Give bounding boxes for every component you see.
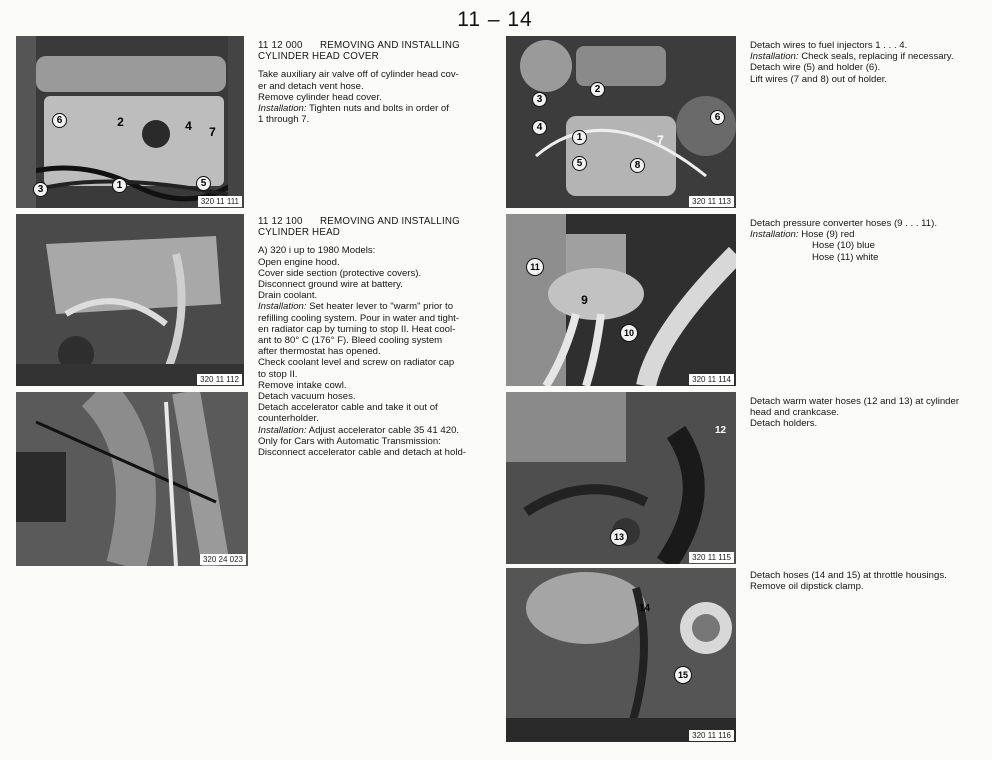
- installation-label: Installation:: [258, 103, 307, 115]
- photo-warm-water-hoses: [506, 392, 736, 564]
- installation-label: Installation:: [750, 229, 799, 241]
- figure-number: 320 11 111: [198, 196, 242, 207]
- figure-number: 320 11 113: [689, 196, 734, 207]
- callout-1: 1: [572, 130, 587, 145]
- photo-cylinder-head-cover: [16, 36, 244, 208]
- text-line: to stop II.: [258, 368, 298, 380]
- installation-text: Set heater lever to "warm" prior to: [306, 301, 454, 313]
- callout-14: 14: [638, 603, 651, 614]
- text-line: Detach pressure converter hoses (9 . . . 11).: [750, 218, 937, 229]
- figure-number: 320 11 114: [689, 374, 734, 385]
- section-title-line2: CYLINDER HEAD: [258, 227, 341, 239]
- text-line: er and detach vent hose.: [258, 80, 364, 92]
- text-line: Take auxiliary air valve off of cylinder head cov-: [258, 69, 459, 81]
- text-line: ant to 80° C (176° F). Bleed cooling system: [258, 335, 443, 347]
- figure-number: 320 11 115: [689, 552, 734, 563]
- text-line: head and crankcase.: [750, 407, 840, 419]
- text-line: Only for Cars with Automatic Transmission:: [258, 435, 441, 447]
- photo-cylinder-head: [16, 214, 244, 386]
- text-line: Disconnect ground wire at battery.: [258, 279, 403, 291]
- text-line: Check coolant level and screw on radiator cap: [258, 357, 455, 369]
- callout-13: 13: [610, 528, 628, 546]
- figure-number: 320 24 023: [200, 554, 246, 565]
- text-line: Detach holders.: [750, 418, 818, 430]
- callout-6: 6: [710, 110, 725, 125]
- photo-fuel-injectors: [506, 36, 736, 208]
- text-line: after thermostat has opened.: [258, 346, 381, 358]
- text-line: Detach vacuum hoses.: [258, 391, 356, 403]
- text-line: Detach hoses (14 and 15) at throttle housings.: [750, 570, 947, 581]
- installation-text: Tighten nuts and bolts in order of: [306, 103, 449, 115]
- callout-15: 15: [674, 666, 692, 684]
- section-cylinder-head: [258, 216, 490, 458]
- step-throttle-hoses: [750, 570, 986, 592]
- text-line: Detach accelerator cable and take it out of: [258, 402, 438, 414]
- step-fuel-injectors: [750, 40, 986, 85]
- step-warm-water-hoses: [750, 396, 986, 430]
- text-line: A) 320 i up to 1980 Models:: [258, 245, 376, 257]
- callout-6: 6: [52, 113, 67, 128]
- installation-label: Installation:: [750, 51, 799, 63]
- callout-10: 10: [620, 324, 638, 342]
- callout-4: 4: [532, 120, 547, 135]
- text-line: Hose (11) white: [812, 251, 879, 263]
- callout-2: 2: [590, 82, 605, 97]
- text-line: Remove oil dipstick clamp.: [750, 581, 864, 593]
- text-line: Remove intake cowl.: [258, 379, 347, 391]
- text-line: Detach warm water hoses (12 and 13) at cylinder: [750, 396, 960, 407]
- text-line: Detach wire (5) and holder (6).: [750, 62, 881, 74]
- photo-accelerator-cable: [16, 392, 248, 566]
- photo-throttle-hoses: [506, 568, 736, 742]
- callout-3: 3: [33, 182, 48, 197]
- text-line: 1 through 7.: [258, 114, 310, 126]
- callout-7: 7: [657, 133, 664, 147]
- callout-12: 12: [714, 425, 727, 436]
- text-line: Open engine hood.: [258, 256, 340, 268]
- section-title: REMOVING AND INSTALLING: [320, 216, 460, 227]
- callout-1: 1: [112, 178, 127, 193]
- installation-text: Adjust accelerator cable 35 41 420.: [306, 424, 460, 436]
- callout-3: 3: [532, 92, 547, 107]
- section-title-line2: CYLINDER HEAD COVER: [258, 51, 379, 63]
- callout-9: 9: [581, 293, 588, 307]
- callout-5: 5: [572, 156, 587, 171]
- text-line: Drain coolant.: [258, 290, 318, 302]
- text-line: en radiator cap by turning to stop II. Heat cool-: [258, 323, 456, 335]
- section-title: REMOVING AND INSTALLING: [320, 40, 460, 51]
- photo-pressure-converter: [506, 214, 736, 386]
- text-line: Disconnect accelerator cable and detach at hold-: [258, 447, 466, 459]
- text-line: Cover side section (protective covers).: [258, 267, 422, 279]
- figure-number: 320 11 116: [689, 730, 734, 741]
- page-number: 11 – 14: [457, 8, 533, 31]
- text-line: refilling cooling system. Pour in water and tight-: [258, 312, 460, 324]
- text-line: counterholder.: [258, 413, 319, 425]
- installation-text: Check seals, replacing if necessary.: [798, 51, 954, 63]
- section-cylinder-head-cover: [258, 40, 490, 125]
- text-line: Lift wires (7 and 8) out of holder.: [750, 73, 888, 85]
- callout-5: 5: [196, 176, 211, 191]
- figure-number: 320 11 112: [197, 374, 242, 385]
- section-code: 11 12 100: [258, 216, 303, 227]
- installation-label: Installation:: [258, 424, 307, 436]
- callout-7: 7: [209, 125, 216, 139]
- installation-label: Installation:: [258, 301, 307, 313]
- text-line: Detach wires to fuel injectors 1 . . . 4.: [750, 40, 908, 51]
- section-code: 11 12 000: [258, 40, 303, 51]
- callout-11: 11: [526, 258, 544, 276]
- text-line: Remove cylinder head cover.: [258, 91, 382, 103]
- callout-2: 2: [117, 115, 124, 129]
- installation-text: Hose (9) red: [798, 229, 855, 241]
- text-line: Hose (10) blue: [812, 240, 875, 252]
- step-pressure-converter: [750, 218, 986, 263]
- callout-8: 8: [630, 158, 645, 173]
- callout-4: 4: [185, 119, 192, 133]
